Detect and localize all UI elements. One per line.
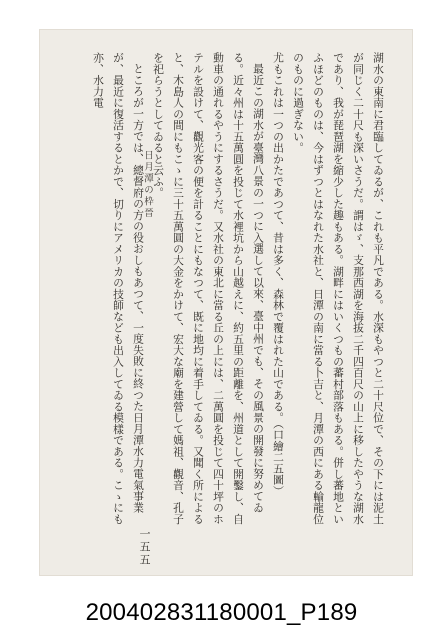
page-number: 一五五 — [138, 528, 151, 567]
paragraph: 湖水の東南に君臨してゐるが、これも平凡である。水深もやつと二十尺位で、その下には泥土が同じく二十尺も深いさうだ。謂はゞ、支那西湖を海拔二千四百尺の山上に移したやうな湖水であり、我が琵琶湖を縮少した趣もある。湖畔にはいくつもの蕃村部落もある。併し蕃地といふほどのものは、今はずつとはなれた水社と、日潭の南に當る卜吉と、月潭の西にある輸龍位のものに過ぎない。 — [292, 52, 385, 525]
page-content — [66, 48, 388, 563]
paragraph: 最近この湖水が臺灣八景の一つに入選して以來、臺中州でも、その風景の開發に努めてゐる。近々州は十五萬圓を投じて水裡坑から山越えに、約五里の距離を、州道として開鑿し、自動車の通れるやうにするさうだ。又水社の東北に當る丘の上には、二萬圓を投じて四十坪のホテルを設けて、觀光客の便を計ることにもなつて、既に地均に着手してゐる。又聞く所によると、木島人の間にもこゝに三十五萬圓の大金をかけて、宏大な廟を建營して媽祖、觀音、孔子を祀らうとしてゐると云ふ。 — [152, 52, 265, 525]
body-text — [66, 52, 388, 534]
image-id-caption: 200402831180001_P189 — [85, 599, 358, 626]
paragraph: 尤もこれは一つの出かたであつて、昔は多く、森林で覆はれた山である。（口繪二五圖） — [272, 52, 285, 497]
book-page — [40, 30, 412, 575]
caption-bar — [0, 586, 443, 640]
running-header: 日月潭の枠晉 — [142, 150, 153, 219]
paragraph: ところが一方では、總督府の方の役おしもあつて、一度失敗に終つた日月潭水力電氣事業が、最近に復活するとかで、切りにアメリカの技師なども出入してゐる模樣である。こゝにも亦、水力電 — [92, 52, 145, 525]
